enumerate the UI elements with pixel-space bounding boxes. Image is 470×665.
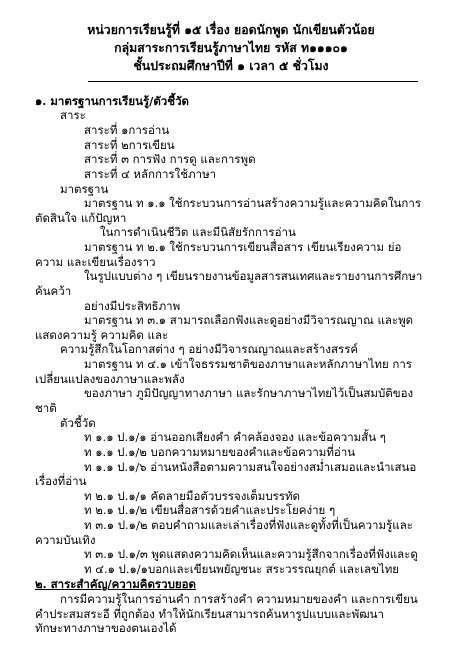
indicator-item: ท ๒.๑ ป.๑/๒ เขียนสื่อสารด้วยคำและประโยคง่าย ๆ [84,503,336,517]
indicator-item: ท ๓.๑ ป.๑/๓ พูดแสดงความคิดเห็นและความรู้สึกจากเรื่องที่ฟังและดู [84,547,418,561]
indicator-item: ท ๑.๑ ป.๑/๑ อ่านออกเสียงคำ คำคล้องจอง และข้อความสั้น ๆ [84,430,386,444]
section2-paragraph-line: ทักษะทางภาษาของตนเองได้ [35,621,177,635]
section2-paragraph-line: การมีความรู้ในการอ่านคำ การสร้างคำ ความหมายของคำ และการเขียน [60,592,418,606]
standard-text: ในการดำเนินชีวิต และมีนิสัยรักการอ่าน [100,225,296,239]
indicators-heading: ตัวชี้วัด [60,416,96,430]
standard-text: ชาติ [35,401,57,415]
sara-heading: สาระ [60,108,86,122]
section2-paragraph-line: คำประสมสระอี ที่ถูกต้อง ทำให้นักเรียนสามารถค้นหารูปแบบและพัฒนา [35,607,384,621]
standard-text: มาตรฐาน ท ๒.๑ ใช้กระบวนการเขียนสื่อสาร เขียนเรียงความ ย่อ [84,240,402,254]
sara-item: สาระที่ ๔ หลักการใช้ภาษา [84,167,217,181]
sara-item: สาระที่ ๑การอ่าน [84,123,170,137]
section1-title: ๑. มาตรฐานการเรียนรู้/ตัวชี้วัด [35,94,189,108]
indicator-item: ท ๔.๑ ป.๑/๑บอกและเขียนพยัญชนะ สระวรรณยุกต์ และเลขไทย [84,562,400,576]
indicator-item: ท ๑.๑ ป.๑/๖ อ่านหนังสือตามความสนใจอย่างสม่ำเสมอและนำเสนอ [84,460,417,474]
standard-text: ความรู้สึกในโอกาสต่าง ๆ อย่างมีวิจารณญาณและสร้างสรรค์ [60,342,359,356]
grade-line: ชั้นประถมศึกษาปีที่ ๑ เวลา ๕ ชั่วโมง [133,58,329,73]
section2-title: ๒. สาระสำคัญ/ความคิดรวบยอด [35,577,196,591]
standard-text: ความ และเขียนเรื่องราว [35,255,156,269]
standard-text: มาตรฐาน ท ๑.๑ ใช้กระบวนการอ่านสร้างความรู้และความคิดในการ [84,196,422,210]
standard-text: ในรูปแบบต่าง ๆ เขียนรายงานข้อมูลสารสนเทศและรายงานการศึกษา [84,269,423,283]
indicator-item: เรื่องที่อ่าน [35,474,87,488]
indicator-item: ท ๑.๑ ป.๑/๒ บอกความหมายของคำและข้อความที่อ่าน [84,445,356,459]
standard-text: แสดงความรู้ ความคิด และ [35,328,169,342]
standards-heading: มาตรฐาน [60,182,109,196]
sara-item: สาระที่ ๓ การฟัง การดู และการพูด [84,152,256,166]
header-rule [88,81,418,82]
standard-text: ของภาษา ภูมิปัญญาทางภาษา และรักษาภาษาไทยไว้เป็นสมบัติของ [84,386,414,400]
sara-item: สาระที่ ๒การเขียน [84,138,175,152]
standard-text: ค้นคว้า [35,284,72,298]
standard-text: อย่างมีประสิทธิภาพ [84,299,181,313]
subject-line: กลุ่มสาระการเรียนรู้ภาษาไทย รหัส ท๑๑๑๐๑ [114,40,348,55]
indicator-item: ความบันเทิง [35,533,96,547]
standard-text: มาตรฐาน ท ๓.๑ สามารถเลือกฟังและดูอย่างมีวิจารณญาณ และพูด [84,313,414,327]
standard-text: ตัดสินใจ แก้ปัญหา [35,211,127,225]
indicator-item: ท ๒.๑ ป.๑/๑ คัดลายมือตัวบรรจงเต็มบรรทัด [84,489,301,503]
standard-text: เปลี่ยนแปลงของภาษาและพลัง [35,372,185,386]
indicator-item: ท ๓.๑ ป.๑/๒ ตอบคำถามและเล่าเรื่องที่ฟังและดูทั้งที่เป็นความรู้และ [84,518,413,532]
standard-text: มาตรฐาน ท ๔.๑ เข้าใจธรรมชาติของภาษาและหลักภาษาไทย การ [84,357,412,371]
unit-title: หน่วยการเรียนรู้ที่ ๑๕ เรื่อง ยอดนักพูด นักเขียนตัวน้อย [87,22,375,37]
